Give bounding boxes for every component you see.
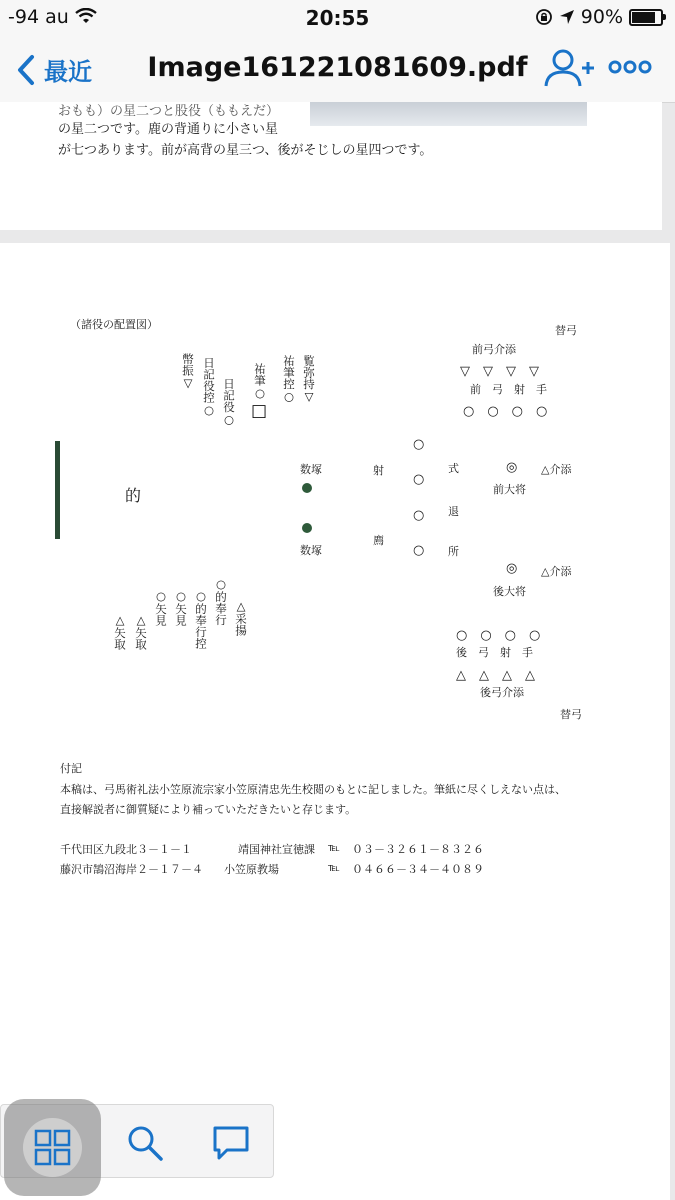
kazuzuka-dot-bottom bbox=[302, 523, 312, 533]
double-circle-mae: ◎ bbox=[506, 460, 518, 475]
kazuzuka-dot-top bbox=[302, 483, 312, 493]
maeyumi-ite: 前 弓 射 手 bbox=[470, 383, 547, 396]
tel-label-2: ℡ bbox=[328, 861, 340, 874]
label-nikki-hikae: 日記役控○ bbox=[202, 357, 216, 417]
atoyumi-kaizoe: 後弓介添 bbox=[480, 686, 524, 699]
label-mato-bugyo-hikae: ○的奉行控 bbox=[194, 589, 208, 649]
label-shuhitsu-hikae: 祐筆控○ bbox=[282, 355, 296, 404]
comment-button[interactable] bbox=[211, 1123, 255, 1163]
square-mark: □ bbox=[251, 401, 268, 421]
battery-icon bbox=[629, 9, 663, 26]
double-circle-ato: ◎ bbox=[506, 561, 518, 576]
status-right bbox=[535, 6, 663, 28]
more-options-button[interactable] bbox=[608, 52, 652, 86]
location-icon bbox=[559, 9, 575, 25]
address-1: 千代田区九段北３－１－１ bbox=[60, 843, 192, 856]
page1-text-line2: の星二つです。鹿の背通りに小さい星 bbox=[58, 122, 278, 137]
label-rangyomochi: 覧弥持▽ bbox=[302, 355, 316, 404]
grid-icon bbox=[34, 1129, 71, 1166]
circle-row-bottom: ○ ○ ○ ○ bbox=[456, 628, 541, 643]
label-yatori-1: △矢取 bbox=[134, 613, 148, 650]
address-2: 藤沢市鵠沼海岸２－１７－４ bbox=[60, 863, 203, 876]
search-button[interactable] bbox=[125, 1123, 169, 1163]
page-grid-button[interactable] bbox=[4, 1099, 101, 1196]
label-yatori-2: △矢取 bbox=[113, 613, 127, 650]
kazuzuka-bottom: 数塚 bbox=[300, 544, 322, 557]
back-label: 最近 bbox=[44, 58, 92, 86]
label-saihai: △采揚 bbox=[234, 599, 248, 636]
notes-line2: 直接解説者に御質疑により補っていただきたいと存じます。 bbox=[60, 803, 357, 816]
path-circle-3: ○ bbox=[413, 508, 425, 523]
add-person-icon bbox=[543, 48, 595, 88]
carrier-signal: -94 au bbox=[8, 6, 69, 28]
maeyumi-kaizoe: 前弓介添 bbox=[472, 343, 516, 356]
tri-up-row: △ △ △ △ bbox=[456, 668, 535, 683]
more-icon bbox=[608, 52, 652, 82]
organization-1: 靖国神社宣徳課 bbox=[238, 843, 315, 856]
taka-char: 廌 bbox=[373, 534, 384, 547]
notes-heading: 付記 bbox=[60, 762, 82, 775]
label-shuhitsu: 祐筆○ bbox=[253, 363, 267, 400]
tel-1: ０３－３２６１－８３２６ bbox=[352, 843, 484, 856]
circle-row-top: ○ ○ ○ ○ bbox=[463, 404, 548, 419]
path-circle-1: ○ bbox=[413, 437, 425, 452]
sha-char: 射 bbox=[373, 464, 384, 477]
label-yami-1: ○矢見 bbox=[174, 589, 188, 626]
mato-bar bbox=[55, 441, 60, 539]
kaeyumi-top: 替弓 bbox=[555, 324, 577, 337]
kaeyumi-bottom: 替弓 bbox=[560, 708, 582, 721]
notes-line1: 本稿は、弓馬術礼法小笠原流宗家小笠原清忠先生校閲のもとに記しました。筆紙に尽くしえない点は、 bbox=[60, 783, 566, 796]
status-time: 20:55 bbox=[305, 6, 370, 30]
label-heifuri: 幣振▽ bbox=[181, 353, 195, 390]
label-mato-bugyo: ○的奉行 bbox=[214, 577, 228, 626]
path-circle-4: ○ bbox=[413, 543, 425, 558]
label-nikki: 日記役○ bbox=[222, 378, 236, 427]
mato-label: 的 bbox=[125, 486, 142, 505]
mae-taisho: 前大将 bbox=[493, 483, 526, 496]
tel-label-1: ℡ bbox=[328, 841, 340, 854]
page1-text-line1: おもも）の星二つと股役（ももえだ） bbox=[58, 104, 280, 119]
battery-percent: 90% bbox=[580, 6, 623, 28]
status-bar bbox=[0, 0, 675, 36]
path-circle-2: ○ bbox=[413, 472, 425, 487]
navigation-bar bbox=[0, 36, 675, 103]
shiki-char: 式 bbox=[448, 462, 459, 475]
comment-icon bbox=[211, 1123, 251, 1163]
lock-rotation-icon bbox=[535, 8, 553, 26]
search-icon bbox=[125, 1123, 165, 1163]
kazuzuka-top: 数塚 bbox=[300, 463, 322, 476]
document-title: Image161221081609.pdf bbox=[147, 52, 528, 83]
pdf-page-current bbox=[0, 243, 670, 1200]
diagram-heading: （諸役の配置図） bbox=[70, 318, 158, 331]
kaizoe-right-2: △介添 bbox=[541, 565, 572, 578]
tri-down-row: ▽ ▽ ▽ ▽ bbox=[460, 364, 539, 379]
pdf-page-previous bbox=[0, 102, 662, 230]
tel-2: ０４６６－３４－４０８９ bbox=[352, 863, 484, 876]
sho-char: 所 bbox=[448, 545, 459, 558]
label-yami-2: ○矢見 bbox=[154, 589, 168, 626]
organization-2: 小笠原教場 bbox=[224, 863, 279, 876]
kaizoe-right-1: △介添 bbox=[541, 463, 572, 476]
ato-taisho: 後大将 bbox=[493, 585, 526, 598]
tai-char: 退 bbox=[448, 505, 459, 518]
photo-fragment bbox=[310, 102, 587, 126]
page1-text-line3: が七つあります。前が高背の星三つ、後がそじしの星四つです。 bbox=[58, 143, 433, 158]
share-add-person-button[interactable] bbox=[543, 48, 595, 92]
atoyumi-ite: 後 弓 射 手 bbox=[456, 646, 533, 659]
